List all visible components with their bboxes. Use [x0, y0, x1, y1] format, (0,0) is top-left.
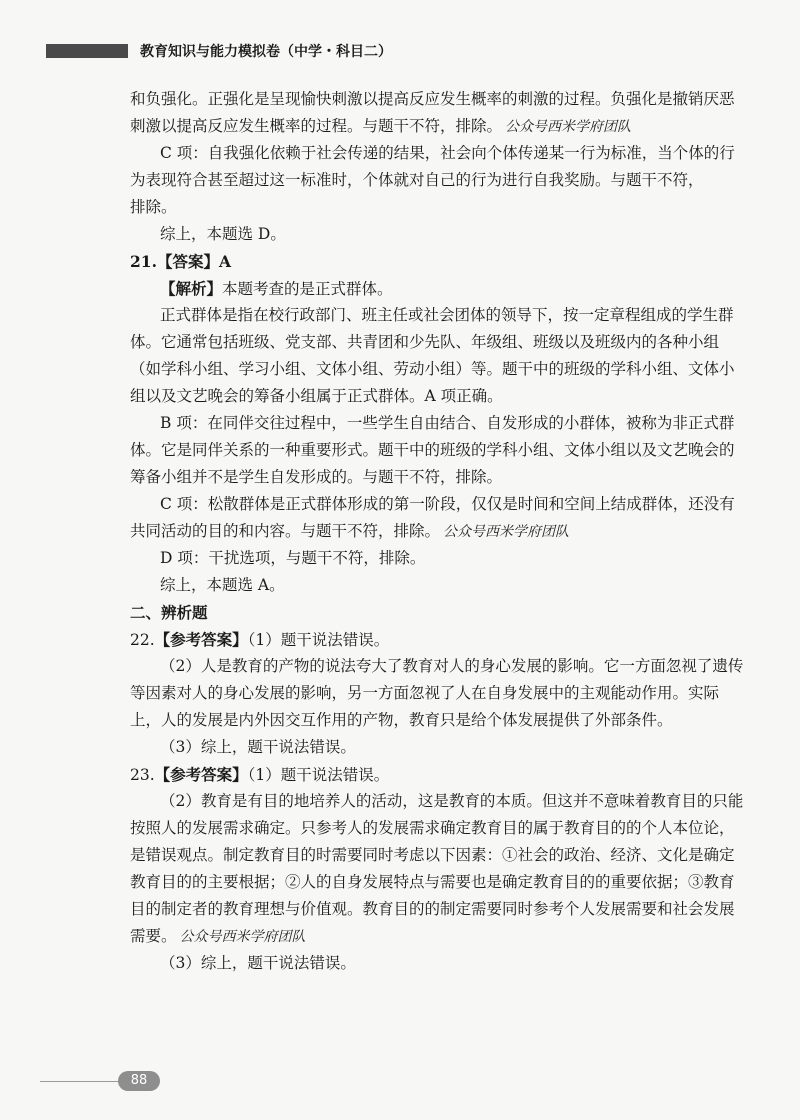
text-line: 组以及文艺晚会的筹备小组属于正式群体。A 项正确。	[130, 387, 503, 405]
text-line: 体。它是同伴关系的一种重要形式。题干中的班级的学科小组、文体小组以及文艺晚会的	[130, 441, 735, 459]
answer-heading: 22.【参考答案】（1）题干说法错误。	[130, 630, 390, 649]
text-line: 上，人的发展是内外因交互作用的产物，教育只是给个体发展提供了外部条件。	[130, 711, 673, 729]
text-line: 是错误观点。制定教育目的时需要同时考虑以下因素：①社会的政治、经济、文化是确定	[130, 846, 735, 864]
text-line: D 项：干扰选项，与题干不符，排除。	[160, 549, 426, 567]
watermark-text: 公众号西米学府团队	[443, 524, 570, 540]
page-number-badge: 88	[118, 1071, 160, 1091]
text-line: B 项：在同伴交往过程中，一些学生自由结合、自发形成的小群体，被称为非正式群	[160, 414, 735, 432]
watermark-text: 公众号西米学府团队	[179, 929, 306, 945]
text-line: 共同活动的目的和内容。与题干不符，排除。 公众号西米学府团队	[130, 522, 570, 540]
analysis-heading: 【解析】本题考查的是正式群体。	[160, 279, 393, 298]
text-line: 等因素对人的身心发展的影响，另一方面忽视了人在自身发展中的主观能动作用。实际	[130, 684, 720, 702]
text-line: 为表现符合甚至超过这一标准时，个体就对自己的行为进行自我奖励。与题干不符，	[130, 171, 704, 189]
text-line: （2）人是教育的产物的说法夸大了教育对人的身心发展的影响。它一方面忽视了遗传	[160, 657, 744, 675]
text-line: （3）综上，题干说法错误。	[160, 738, 356, 756]
header-bar	[46, 44, 128, 58]
text-line: 筹备小组并不是学生自发形成的。与题干不符，排除。	[130, 468, 503, 486]
text-line: 综上，本题选 A。	[160, 576, 285, 594]
watermark-text: 公众号西米学府团队	[505, 119, 632, 135]
text-line: 刺激以提高反应发生概率的过程。与题干不符，排除。 公众号西米学府团队	[130, 117, 632, 135]
text-line: C 项：松散群体是正式群体形成的第一阶段，仅仅是时间和空间上结成群体，还没有	[160, 495, 735, 513]
text-line: （3）综上，题干说法错误。	[160, 954, 356, 972]
text-line: （如学科小组、学习小组、文体小组、劳动小组）等。题干中的班级的学科小组、文体小	[130, 360, 735, 378]
answer-heading: 21.【答案】A	[130, 252, 232, 271]
page-body	[130, 86, 770, 977]
text-line: 正式群体是指在校行政部门、班主任或社会团体的领导下，按一定章程组成的学生群	[160, 306, 734, 324]
text-line: 和负强化。正强化是呈现愉快刺激以提高反应发生概率的刺激的过程。负强化是撤销厌恶	[130, 90, 735, 108]
footer-rule	[40, 1081, 120, 1082]
text-line: 教育目的的主要根据；②人的自身发展特点与需要也是确定教育目的的重要依据；③教育	[130, 873, 735, 891]
text-line: （2）教育是有目的地培养人的活动，这是教育的本质。但这并不意味着教育目的只能	[160, 792, 744, 810]
text-line: 按照人的发展需求确定。只参考人的发展需求确定教育目的属于教育目的的个人本位论，	[130, 819, 735, 837]
text-line: 排除。	[130, 198, 177, 216]
text-line: C 项：自我强化依赖于社会传递的结果，社会向个体传递某一行为标准，当个体的行	[160, 144, 735, 162]
section-heading: 二、辨析题	[130, 603, 208, 622]
answer-heading: 23.【参考答案】（1）题干说法错误。	[130, 765, 390, 784]
text-line: 需要。 公众号西米学府团队	[130, 927, 306, 945]
page-header-title: 教育知识与能力模拟卷（中学・科目二）	[140, 44, 392, 60]
text-line: 综上，本题选 D。	[160, 225, 286, 243]
text-line: 体。它通常包括班级、党支部、共青团和少先队、年级组、班级以及班级内的各种小组	[130, 333, 720, 351]
text-line: 目的制定者的教育理想与价值观。教育目的的制定需要同时参考个人发展需要和社会发展	[130, 900, 735, 918]
